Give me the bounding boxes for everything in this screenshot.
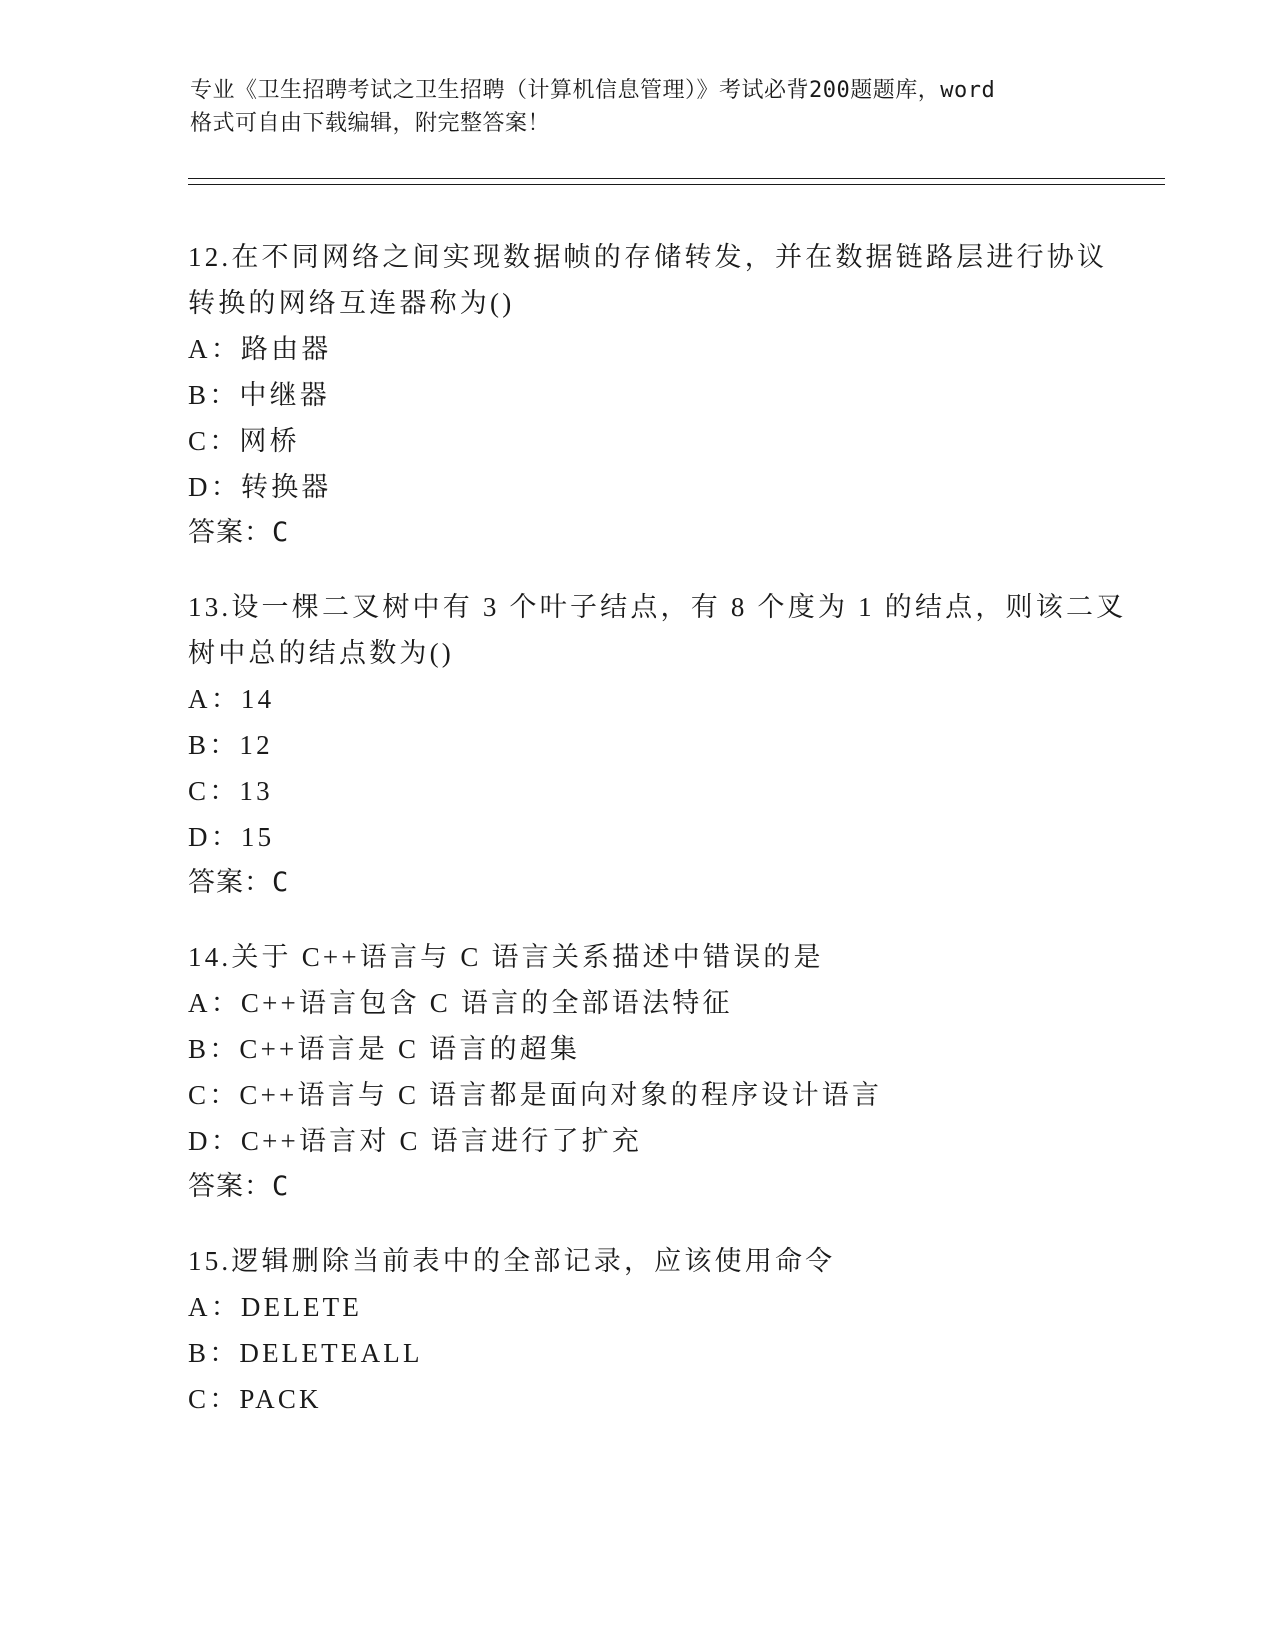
question-stem-line: 13.设一棵二叉树中有 3 个叶子结点，有 8 个度为 1 的结点，则该二叉: [188, 592, 1127, 622]
option-a: A：C++语言包含 C 语言的全部语法特征: [188, 988, 733, 1018]
option-c: C：C++语言与 C 语言都是面向对象的程序设计语言: [188, 1080, 883, 1110]
option-c: C：13: [188, 776, 273, 806]
answer-label: 答案：: [188, 867, 272, 898]
option-b: B：中继器: [188, 380, 331, 410]
option-d: D：转换器: [188, 472, 332, 502]
option-d: D：C++语言对 C 语言进行了扩充: [188, 1126, 643, 1156]
answer-label: 答案：: [188, 517, 272, 548]
answer-label: 答案：: [188, 1171, 272, 1202]
answer-line: [188, 1164, 1128, 1210]
header-divider-bottom: [188, 184, 1165, 185]
answer-line: [188, 860, 1128, 906]
answer-line: [188, 510, 1128, 556]
header-line-1: 专业《卫生招聘考试之卫生招聘（计算机信息管理）》考试必背200题题库，word: [190, 78, 996, 103]
header-line-2: 格式可自由下载编辑，附完整答案！: [190, 111, 551, 136]
option-d: D：15: [188, 822, 275, 852]
question-stem-line: 转换的网络互连器称为(): [188, 288, 515, 318]
question-stem-line: 15.逻辑删除当前表中的全部记录，应该使用命令: [188, 1246, 836, 1276]
document-header: [190, 74, 1090, 140]
question-14: [188, 934, 1128, 1210]
answer-value: C: [272, 867, 290, 898]
question-15: [188, 1238, 1128, 1422]
option-b: B：DELETEALL: [188, 1338, 423, 1368]
answer-value: C: [272, 517, 290, 548]
question-stem-line: 12.在不同网络之间实现数据帧的存储转发，并在数据链路层进行协议: [188, 242, 1108, 272]
option-c: C：网桥: [188, 426, 300, 456]
header-divider-top: [188, 178, 1165, 179]
option-b: B：C++语言是 C 语言的超集: [188, 1034, 581, 1064]
question-stem-line: 树中总的结点数为(): [188, 638, 454, 668]
answer-value: C: [272, 1171, 290, 1202]
option-a: A：DELETE: [188, 1292, 363, 1322]
question-stem-line: 14.关于 C++语言与 C 语言关系描述中错误的是: [188, 942, 824, 972]
option-a: A：路由器: [188, 334, 332, 364]
question-13: [188, 584, 1128, 906]
option-c: C：PACK: [188, 1384, 322, 1414]
question-12: [188, 234, 1128, 556]
option-a: A：14: [188, 684, 275, 714]
option-b: B：12: [188, 730, 273, 760]
question-list: [188, 234, 1128, 1450]
